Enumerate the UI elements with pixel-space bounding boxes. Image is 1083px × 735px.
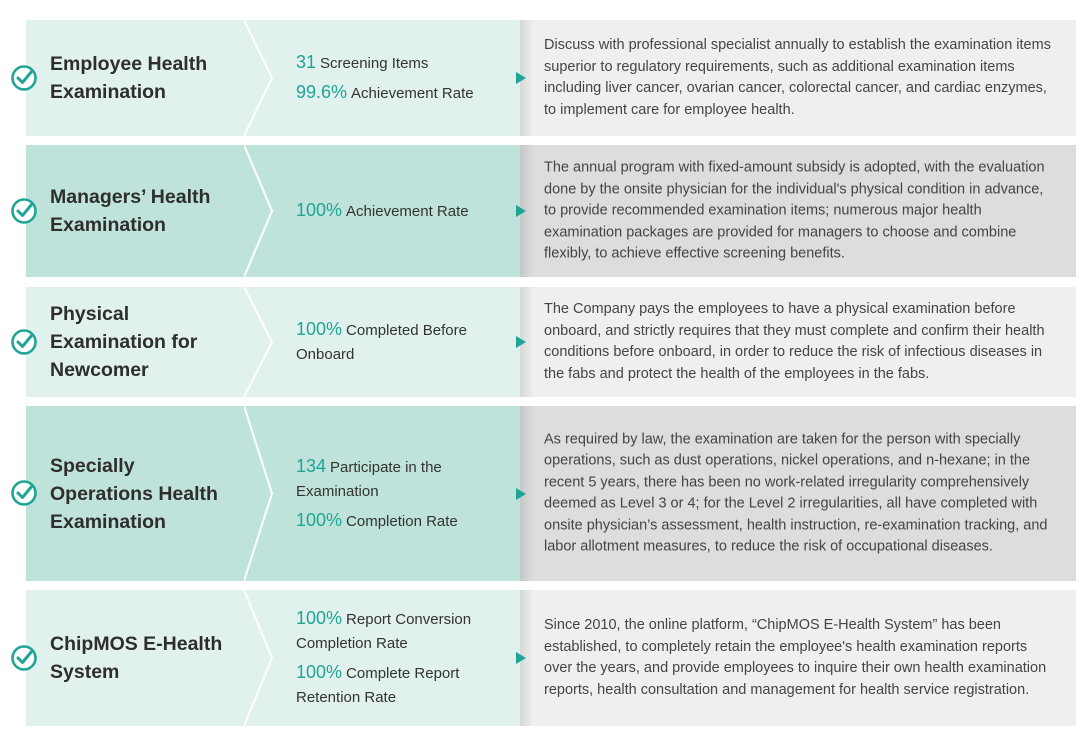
- stat-value: 134: [296, 455, 327, 476]
- checkmark-circle-icon: [10, 479, 38, 507]
- table-row: [0, 590, 1083, 726]
- table-row: [0, 20, 1083, 136]
- row-title: Physical Examination for Newcomer: [50, 303, 198, 381]
- stat-cell: [244, 287, 520, 397]
- description-cell: [520, 20, 1076, 136]
- checkmark-circle-icon: [10, 644, 38, 672]
- stat-value: 100%: [296, 509, 343, 530]
- title-cell: [26, 406, 270, 581]
- chevron-divider: [244, 590, 274, 726]
- stat-cell: [244, 145, 520, 277]
- stat-value: 31: [296, 52, 317, 72]
- arrow-right-icon: [516, 488, 526, 500]
- table-row: [0, 287, 1083, 397]
- stat-value: 99.6%: [296, 82, 348, 102]
- stats: [296, 46, 510, 110]
- table-row: [0, 145, 1083, 277]
- checkmark-circle-icon: [10, 328, 38, 356]
- stat-value: 100%: [296, 662, 343, 682]
- row-description: Since 2010, the online platform, “ChipMOS E-Health System” has been established, to completely retain the employee's health examination reports over the years, and provide employees to inquire their own health examination reports, health consultation and management for health service registration.: [544, 617, 1047, 698]
- row-title: ChipMOS E-Health System: [50, 633, 223, 683]
- description-cell: [520, 590, 1076, 726]
- stat-cell: [244, 20, 520, 136]
- table-row: [0, 406, 1083, 581]
- description-cell: [520, 145, 1076, 277]
- title-cell: [26, 287, 270, 397]
- stat-label: Report Conversion Completion Rate: [296, 611, 472, 652]
- stat-cell: [244, 406, 520, 581]
- stat-value: 100%: [296, 200, 343, 220]
- row-description: The annual program with fixed-amount subsidy is adopted, with the evaluation done by the onsite physician for the individual's physical condition in advance, to provide recommended examination items; numerous major health examination packages are provided for managers to choose and combine flexibly, to achieve effective screening benefits.: [544, 159, 1045, 262]
- arrow-right-icon: [516, 652, 526, 664]
- row-description: As required by law, the examination are taken for the person with specially operations, such as dust operations, nickel operations, and n-hexane; in the recent 5 years, there has been no work-related irregularity comprehensively deemed as Level 3 or 4; for the Level 2 irregularities, all have completed with onsite physician’s assessment, health instruction, re-examination tracking, and labor allotment measures, to reduce the risk of occupational diseases.: [544, 431, 1048, 555]
- row-title: Specially Operations Health Examination: [50, 454, 218, 533]
- stat-label: Participate in the Examination: [296, 458, 442, 500]
- description-cell: [520, 287, 1076, 397]
- checkmark-circle-icon: [10, 64, 38, 92]
- stat-value: 100%: [296, 319, 343, 339]
- stats: [296, 313, 510, 371]
- title-cell: [26, 20, 270, 136]
- arrow-right-icon: [516, 336, 526, 348]
- arrow-right-icon: [516, 205, 526, 217]
- row-title: Managers’ Health Examination: [50, 186, 211, 236]
- stat-label: Completed Before Onboard: [296, 322, 467, 363]
- stat-value: 100%: [296, 608, 343, 628]
- row-description: Discuss with professional specialist annually to establish the examination items superior to regulatory requirements, such as additional examination items including liver cancer, ovarian cancer, colorectal cancer, and cardiac enzymes, to implement care for employee health.: [544, 37, 1051, 118]
- stat-label: Screening Items: [320, 55, 429, 72]
- stats: [296, 194, 510, 228]
- description-cell: [520, 406, 1076, 581]
- chevron-divider: [244, 145, 274, 277]
- stat-label: Complete Report Retention Rate: [296, 665, 460, 706]
- title-cell: [26, 145, 270, 277]
- chevron-divider: [244, 20, 274, 136]
- row-description: The Company pays the employees to have a physical examination before onboard, and strictly requires that they must complete and confirm their health conditions before onboard, in order to reduce the risk of infectious diseases in the fabs and protect the health of the employees in the fabs.: [544, 301, 1045, 382]
- stat-label: Completion Rate: [346, 512, 458, 530]
- title-cell: [26, 590, 270, 726]
- stats: [296, 450, 510, 538]
- stats: [296, 602, 510, 714]
- stat-label: Achievement Rate: [351, 85, 474, 102]
- checkmark-circle-icon: [10, 197, 38, 225]
- stat-cell: [244, 590, 520, 726]
- arrow-right-icon: [516, 72, 526, 84]
- stat-label: Achievement Rate: [346, 203, 469, 220]
- chevron-divider: [244, 287, 274, 397]
- chevron-divider: [244, 406, 274, 581]
- row-title: Employee Health Examination: [50, 53, 208, 103]
